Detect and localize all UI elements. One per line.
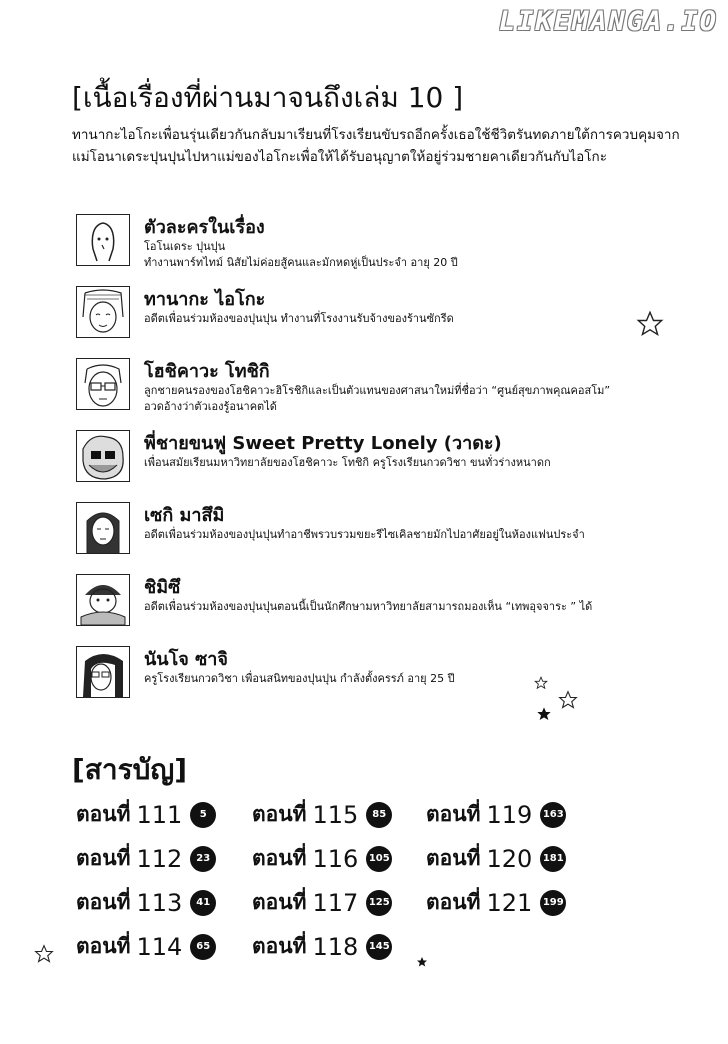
seki-portrait-icon xyxy=(76,502,130,554)
episode-number: 113 xyxy=(136,888,183,917)
star-outline-icon xyxy=(636,310,664,338)
toc-entry[interactable] xyxy=(252,886,392,922)
character-desc: ครูโรงเรียนกวดวิชา เพื่อนสนิทของปุนปุน กำลังตั้งครรภ์ อายุ 25 ปี xyxy=(144,672,455,685)
punpun-bird-icon xyxy=(76,214,130,266)
episode-number: 120 xyxy=(486,844,533,873)
toc-entry[interactable] xyxy=(252,798,392,834)
toc-entry[interactable] xyxy=(252,930,392,966)
toc-entry[interactable] xyxy=(76,842,216,878)
episode-number: 116 xyxy=(312,844,359,873)
page-number-badge: 181 xyxy=(540,846,566,872)
character-desc: เพื่อนสมัยเรียนมหาวิทยาลัยของโฮชิคาวะ โทชิกิ ครูโรงเรียนกวดวิชา ขนทั่วร่างหนาดก xyxy=(144,456,551,469)
toc-entry[interactable] xyxy=(426,798,566,834)
episode-label: ตอนที่ xyxy=(252,890,307,914)
story-summary: ทานากะไอโกะเพื่อนรุ่นเดียวกันกลับมาเรียนที่โรงเรียนขับรถอีกครั้งเธอใช้ชีวิตรันทดภายใต้การควบคุมจากแม่โอนาเดระปุนปุนไปหาแม่ของไอโกะเพื่อให้ได้รับอนุญาตให้อยู่ร่วมชายคาเดียวกันกับไอโกะ xyxy=(72,127,680,165)
character-entry xyxy=(76,644,696,706)
toc-entry[interactable] xyxy=(76,930,216,966)
character-entry xyxy=(76,428,696,490)
toc-title: [สารบัญ] xyxy=(72,753,188,786)
episode-number: 112 xyxy=(136,844,183,873)
toc-entry[interactable] xyxy=(252,842,392,878)
character-name: นันโจ ซาจิ xyxy=(144,649,228,670)
page-number-badge: 5 xyxy=(190,802,216,828)
character-name: ทานากะ ไอโกะ xyxy=(144,289,266,310)
character-entry xyxy=(76,356,696,418)
toc-entry[interactable] xyxy=(426,842,566,878)
episode-number: 121 xyxy=(486,888,533,917)
character-desc: อดีตเพื่อนร่วมห้องของปุนปุนทำอาชีพรวบรวมขยะรีไซเคิลชายมักไปอาศัยอยู่ในห้องแฟนประจำ xyxy=(144,528,585,541)
episode-number: 119 xyxy=(486,800,533,829)
toc-entry[interactable] xyxy=(426,886,566,922)
episode-number: 114 xyxy=(136,932,183,961)
star-outline-icon xyxy=(534,676,548,690)
star-outline-icon xyxy=(34,944,54,964)
character-entry xyxy=(76,284,696,346)
character-name: เซกิ มาสึมิ xyxy=(144,505,225,526)
page-number-badge: 65 xyxy=(190,934,216,960)
sachi-portrait-icon xyxy=(76,646,130,698)
star-solid-icon xyxy=(416,956,428,968)
story-title: [เนื้อเรื่องที่ผ่านมาจนถึงเล่ม 10 ] xyxy=(72,81,464,114)
page-number-badge: 85 xyxy=(366,802,392,828)
page-number-badge: 199 xyxy=(540,890,566,916)
page-number-badge: 23 xyxy=(190,846,216,872)
character-name: ชิมิซึ xyxy=(144,577,181,598)
episode-label: ตอนที่ xyxy=(426,890,481,914)
character-name: โฮชิคาวะ โทชิกิ xyxy=(144,361,270,382)
page-number-badge: 145 xyxy=(366,934,392,960)
episode-number: 118 xyxy=(312,932,359,961)
character-entry xyxy=(76,500,696,562)
episode-label: ตอนที่ xyxy=(426,846,481,870)
page-number-badge: 105 xyxy=(366,846,392,872)
hoshikawa-portrait-icon xyxy=(76,358,130,410)
page-number-badge: 125 xyxy=(366,890,392,916)
toc-entry[interactable] xyxy=(76,886,216,922)
toc-entry[interactable] xyxy=(76,798,216,834)
character-entry xyxy=(76,572,696,634)
wada-portrait-icon xyxy=(76,430,130,482)
character-desc: ลูกชายคนรองของโฮชิคาวะฮิโรชิกิและเป็นตัวแทนของศาสนาใหม่ที่ชื่อว่า “ศูนย์สุขภาพคุณคอสโม” อวดอ้างว่าตัวเองรู้อนาคตได้ xyxy=(144,384,611,413)
character-desc: อดีตเพื่อนร่วมห้องของปุนปุนตอนนี้เป็นนักศึกษามหาวิทยาลัยสามารถมองเห็น “เทพอุจจาระ ” ได้ xyxy=(144,600,593,613)
episode-label: ตอนที่ xyxy=(252,934,307,958)
shimizu-portrait-icon xyxy=(76,574,130,626)
episode-label: ตอนที่ xyxy=(426,802,481,826)
episode-label: ตอนที่ xyxy=(252,846,307,870)
star-solid-icon xyxy=(536,706,552,722)
character-entry xyxy=(76,212,696,274)
watermark: LIKEMANGA.IO xyxy=(498,6,718,37)
episode-number: 117 xyxy=(312,888,359,917)
episode-label: ตอนที่ xyxy=(76,934,131,958)
page-number-badge: 163 xyxy=(540,802,566,828)
episode-label: ตอนที่ xyxy=(252,802,307,826)
episode-label: ตอนที่ xyxy=(76,802,131,826)
episode-number: 115 xyxy=(312,800,359,829)
episode-label: ตอนที่ xyxy=(76,846,131,870)
character-desc: โอโนเดระ ปุนปุน ทำงานพาร์ทไทม์ นิสัยไม่ค่อยสู้คนและมักหดหู่เป็นประจำ อายุ 20 ปี xyxy=(144,240,458,269)
character-name: พี่ชายขนฟู Sweet Pretty Lonely (วาดะ) xyxy=(144,433,502,454)
star-outline-icon xyxy=(558,690,578,710)
characters-header: ตัวละครในเรื่อง xyxy=(144,217,265,238)
aiko-portrait-icon xyxy=(76,286,130,338)
page-number-badge: 41 xyxy=(190,890,216,916)
episode-number: 111 xyxy=(136,800,183,829)
episode-label: ตอนที่ xyxy=(76,890,131,914)
character-desc: อดีตเพื่อนร่วมห้องของปุนปุน ทำงานที่โรงงานรับจ้างของร้านซักรีด xyxy=(144,312,454,325)
